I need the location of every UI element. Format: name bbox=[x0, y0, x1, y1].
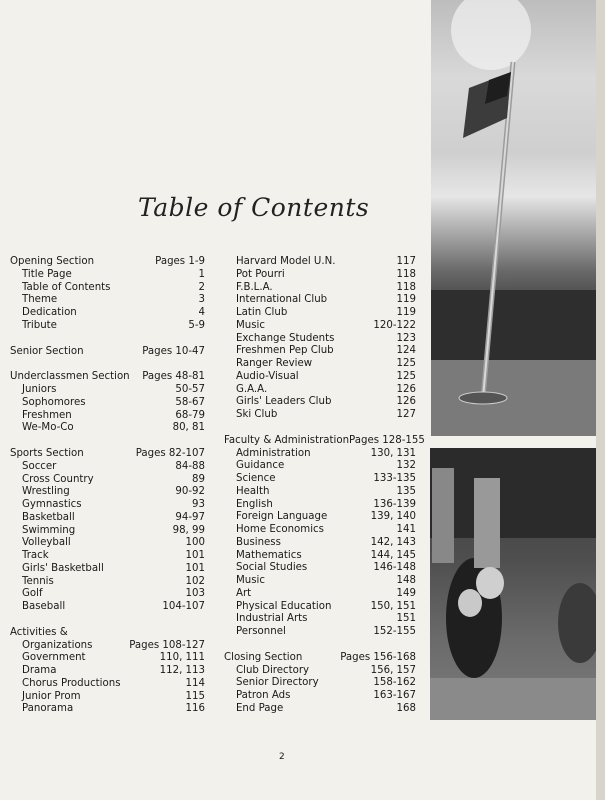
entry-pages: 4 bbox=[198, 307, 205, 318]
contents-entry bbox=[10, 550, 205, 563]
entry-pages: 114 bbox=[185, 677, 205, 689]
entry-pages: 119 bbox=[396, 294, 416, 306]
entry-label: International Club bbox=[236, 294, 328, 306]
entry-pages: Pages 82-107 bbox=[135, 448, 205, 459]
contents-column-left bbox=[10, 256, 205, 716]
entry-pages: 50-57 bbox=[175, 384, 205, 395]
entry-pages: 135 bbox=[396, 485, 416, 497]
contents-entry bbox=[224, 690, 416, 703]
entry-label: Gymnastics bbox=[22, 499, 82, 510]
contents-entry bbox=[224, 358, 416, 371]
entry-pages: 100 bbox=[185, 537, 205, 549]
contents-entry bbox=[224, 511, 416, 524]
contents-entry bbox=[10, 652, 205, 665]
contents-section-heading bbox=[10, 627, 205, 640]
entry-pages: 125 bbox=[396, 370, 416, 382]
entry-label: Exchange Students bbox=[236, 332, 335, 344]
contents-entry bbox=[10, 691, 205, 704]
entry-label: G.A.A. bbox=[236, 383, 268, 395]
entry-pages: 142, 143 bbox=[370, 536, 416, 548]
entry-pages: 1 bbox=[198, 268, 205, 280]
entry-label: Sports Section bbox=[10, 448, 84, 459]
flagpole-photo bbox=[431, 0, 605, 436]
entry-pages: 101 bbox=[185, 562, 205, 574]
entry-pages: 93 bbox=[192, 499, 205, 510]
entry-label: Senior Directory bbox=[236, 677, 319, 689]
entry-label: Health bbox=[236, 485, 270, 497]
entry-label: We-Mo-Co bbox=[22, 422, 74, 434]
entry-label: Theme bbox=[22, 294, 58, 306]
entry-pages: 5-9 bbox=[188, 319, 205, 331]
entry-label: Ski Club bbox=[236, 409, 278, 420]
entry-label: Junior Prom bbox=[22, 690, 81, 702]
binding-edge bbox=[596, 0, 605, 800]
contents-entry bbox=[10, 486, 205, 499]
entry-label: Track bbox=[22, 550, 49, 561]
entry-pages: 98, 99 bbox=[172, 524, 205, 536]
contents-entry bbox=[224, 320, 416, 333]
entry-label: Girls' Leaders Club bbox=[236, 396, 332, 408]
contents-entry bbox=[224, 384, 416, 397]
entry-pages: 151 bbox=[396, 613, 416, 625]
entry-label: Juniors bbox=[22, 384, 57, 395]
contents-entry bbox=[10, 422, 205, 435]
entry-pages: 148 bbox=[396, 575, 416, 586]
contents-entry bbox=[224, 499, 416, 512]
entry-pages: Pages 156-168 bbox=[340, 651, 416, 663]
entry-pages: 112, 113 bbox=[159, 665, 205, 676]
entry-label: Freshmen Pep Club bbox=[236, 345, 334, 357]
entry-pages: 126 bbox=[396, 396, 416, 408]
contents-entry bbox=[224, 269, 416, 282]
contents-entry bbox=[10, 665, 205, 678]
entry-label: Pot Pourri bbox=[236, 268, 285, 280]
entry-pages: 124 bbox=[396, 345, 416, 357]
contents-entry bbox=[10, 588, 205, 601]
contents-entry bbox=[224, 409, 416, 422]
entry-label: Panorama bbox=[22, 703, 74, 715]
section-spacer bbox=[224, 422, 416, 435]
contents-entry bbox=[10, 576, 205, 589]
contents-entry bbox=[224, 550, 416, 563]
contents-entry bbox=[10, 474, 205, 487]
section-spacer bbox=[10, 614, 205, 627]
entry-pages: 102 bbox=[185, 575, 205, 587]
contents-entry bbox=[224, 588, 416, 601]
entry-pages: 139, 140 bbox=[370, 511, 416, 523]
entry-pages: 101 bbox=[185, 550, 205, 561]
page-number: 2 bbox=[279, 752, 285, 762]
entry-pages: 163-167 bbox=[373, 690, 416, 701]
entry-label: Cross Country bbox=[22, 473, 94, 485]
entry-pages: 3 bbox=[198, 294, 205, 306]
entry-label: Social Studies bbox=[236, 562, 308, 574]
entry-pages: 110, 111 bbox=[159, 652, 205, 664]
entry-label: Patron Ads bbox=[236, 690, 291, 701]
entry-label: Latin Club bbox=[236, 307, 288, 318]
contents-entry bbox=[10, 307, 205, 320]
entry-label: Drama bbox=[22, 665, 57, 676]
entry-label: Chorus Productions bbox=[22, 677, 121, 689]
entry-label: Volleyball bbox=[22, 537, 71, 549]
contents-section-heading bbox=[10, 346, 205, 359]
entry-pages: 120-122 bbox=[373, 319, 416, 331]
contents-entry bbox=[224, 460, 416, 473]
contents-entry bbox=[224, 703, 416, 716]
contents-entry bbox=[224, 575, 416, 588]
entry-label: Baseball bbox=[22, 601, 66, 612]
entry-label: Opening Section bbox=[10, 256, 95, 267]
entry-pages: 90-92 bbox=[175, 486, 205, 498]
entry-label: Activities & bbox=[10, 626, 68, 638]
entry-pages: 116 bbox=[185, 703, 205, 715]
entry-pages: Pages 10-47 bbox=[142, 345, 205, 357]
entry-label: Tennis bbox=[22, 575, 54, 587]
entry-label: Girls' Basketball bbox=[22, 562, 104, 574]
entry-pages: 115 bbox=[185, 690, 205, 702]
entry-label: Soccer bbox=[22, 460, 57, 472]
contents-section-heading bbox=[224, 652, 416, 665]
entry-pages: 103 bbox=[185, 588, 205, 600]
entry-pages: 130, 131 bbox=[370, 447, 416, 459]
entry-pages: Pages 48-81 bbox=[142, 371, 205, 383]
contents-entry bbox=[224, 524, 416, 537]
contents-entry bbox=[224, 345, 416, 358]
entry-label: Faculty & Administration bbox=[224, 434, 350, 446]
entry-pages: 80, 81 bbox=[172, 422, 205, 434]
contents-entry bbox=[224, 256, 416, 269]
students-photo-art bbox=[430, 448, 605, 720]
contents-entry bbox=[10, 294, 205, 307]
contents-entry bbox=[10, 499, 205, 512]
entry-label: Basketball bbox=[22, 511, 75, 523]
contents-entry bbox=[224, 396, 416, 409]
contents-entry bbox=[224, 626, 416, 639]
entry-pages: 58-67 bbox=[175, 396, 205, 408]
entry-label: Mathematics bbox=[236, 549, 302, 561]
contents-entry bbox=[224, 562, 416, 575]
entry-label: Audio-Visual bbox=[236, 370, 299, 382]
entry-pages: 149 bbox=[396, 587, 416, 599]
entry-label: Table of Contents bbox=[22, 281, 111, 293]
entry-pages: 119 bbox=[396, 307, 416, 318]
entry-label: Freshmen bbox=[22, 409, 72, 421]
entry-label: Physical Education bbox=[236, 600, 332, 612]
section-spacer bbox=[10, 435, 205, 448]
contents-entry bbox=[224, 307, 416, 320]
entry-pages: 127 bbox=[396, 409, 416, 420]
section-spacer bbox=[10, 333, 205, 346]
contents-entry bbox=[224, 473, 416, 486]
contents-entry bbox=[10, 282, 205, 295]
contents-section-heading bbox=[10, 448, 205, 461]
entry-pages: 133-135 bbox=[373, 473, 416, 484]
students-photo bbox=[430, 448, 605, 720]
contents-entry bbox=[224, 333, 416, 346]
entry-label: Dedication bbox=[22, 307, 77, 318]
entry-pages: 104-107 bbox=[162, 601, 205, 612]
entry-label: Personnel bbox=[236, 626, 286, 637]
contents-entry bbox=[10, 397, 205, 410]
flagpole-photo-art bbox=[431, 0, 605, 436]
entry-label: Tribute bbox=[22, 319, 57, 331]
entry-label: End Page bbox=[236, 702, 284, 714]
entry-pages: 144, 145 bbox=[370, 549, 416, 561]
entry-label: English bbox=[236, 498, 273, 510]
section-spacer bbox=[10, 358, 205, 371]
contents-entry bbox=[224, 448, 416, 461]
entry-label: Closing Section bbox=[224, 651, 303, 663]
entry-label: Administration bbox=[236, 447, 311, 459]
contents-entry bbox=[224, 613, 416, 626]
section-spacer bbox=[224, 639, 416, 652]
entry-pages: 152-155 bbox=[373, 626, 416, 637]
contents-column-right bbox=[224, 256, 425, 716]
entry-pages: 2 bbox=[198, 281, 205, 293]
entry-label: Home Economics bbox=[236, 524, 324, 535]
entry-label: Music bbox=[236, 319, 265, 331]
entry-label: Underclassmen Section bbox=[10, 371, 130, 383]
entry-label: F.B.L.A. bbox=[236, 281, 273, 293]
entry-label: Senior Section bbox=[10, 345, 84, 357]
entry-pages: 168 bbox=[396, 702, 416, 714]
entry-pages: 118 bbox=[396, 281, 416, 293]
entry-pages: Pages 108-127 bbox=[129, 639, 205, 651]
entry-label: Club Directory bbox=[236, 664, 310, 676]
contents-entry bbox=[224, 677, 416, 690]
contents-entry bbox=[224, 294, 416, 307]
contents-entry bbox=[10, 703, 205, 716]
contents-section-heading bbox=[10, 256, 205, 269]
entry-pages: 156, 157 bbox=[370, 664, 416, 676]
entry-label: Art bbox=[236, 587, 252, 599]
entry-label: Title Page bbox=[22, 268, 72, 280]
entry-pages: Pages 128-155 bbox=[349, 434, 425, 446]
entry-label: Harvard Model U.N. bbox=[236, 256, 336, 267]
contents-entry bbox=[10, 320, 205, 333]
entry-pages: 158-162 bbox=[373, 677, 416, 689]
entry-label: Government bbox=[22, 652, 86, 664]
contents-entry bbox=[224, 371, 416, 384]
entry-label: Business bbox=[236, 536, 281, 548]
contents-entry bbox=[10, 269, 205, 282]
entry-label: Science bbox=[236, 473, 276, 484]
entry-pages: 141 bbox=[396, 524, 416, 535]
entry-pages: 84-88 bbox=[175, 460, 205, 472]
entry-pages: 125 bbox=[396, 358, 416, 369]
contents-entry bbox=[10, 512, 205, 525]
entry-label: Sophomores bbox=[22, 396, 86, 408]
contents-entry bbox=[10, 461, 205, 474]
page-title: Table of Contents bbox=[138, 193, 370, 222]
entry-label: Foreign Language bbox=[236, 511, 328, 523]
contents-entry bbox=[10, 678, 205, 691]
entry-pages: 89 bbox=[192, 473, 205, 485]
contents-entry bbox=[224, 282, 416, 295]
contents-section-heading bbox=[10, 371, 205, 384]
entry-pages: Pages 1-9 bbox=[155, 256, 205, 267]
entry-pages: 132 bbox=[396, 460, 416, 472]
contents-entry bbox=[10, 410, 205, 423]
entry-label: Music bbox=[236, 575, 265, 586]
contents-entry bbox=[224, 601, 416, 614]
contents-entry bbox=[10, 601, 205, 614]
entry-label: Golf bbox=[22, 588, 43, 600]
entry-pages: 150, 151 bbox=[370, 600, 416, 612]
contents-entry bbox=[10, 537, 205, 550]
entry-label: Ranger Review bbox=[236, 358, 313, 369]
contents-entry bbox=[10, 525, 205, 538]
entry-pages: 123 bbox=[396, 332, 416, 344]
entry-pages: 136-139 bbox=[373, 498, 416, 510]
contents-entry bbox=[224, 537, 416, 550]
entry-label: Organizations bbox=[22, 639, 93, 651]
contents-entry bbox=[10, 384, 205, 397]
entry-pages: 68-79 bbox=[175, 409, 205, 421]
entry-pages: 117 bbox=[396, 256, 416, 267]
entry-label: Guidance bbox=[236, 460, 285, 472]
entry-pages: 118 bbox=[396, 268, 416, 280]
entry-pages: 126 bbox=[396, 383, 416, 395]
entry-label: Swimming bbox=[22, 524, 76, 536]
entry-label: Industrial Arts bbox=[236, 613, 308, 625]
entry-pages: 146-148 bbox=[373, 562, 416, 574]
contents-entry bbox=[10, 640, 205, 653]
contents-entry bbox=[10, 563, 205, 576]
contents-section-heading bbox=[224, 434, 425, 448]
entry-label: Wrestling bbox=[22, 486, 70, 498]
contents-entry bbox=[224, 665, 416, 678]
entry-pages: 94-97 bbox=[175, 511, 205, 523]
contents-entry bbox=[224, 486, 416, 499]
